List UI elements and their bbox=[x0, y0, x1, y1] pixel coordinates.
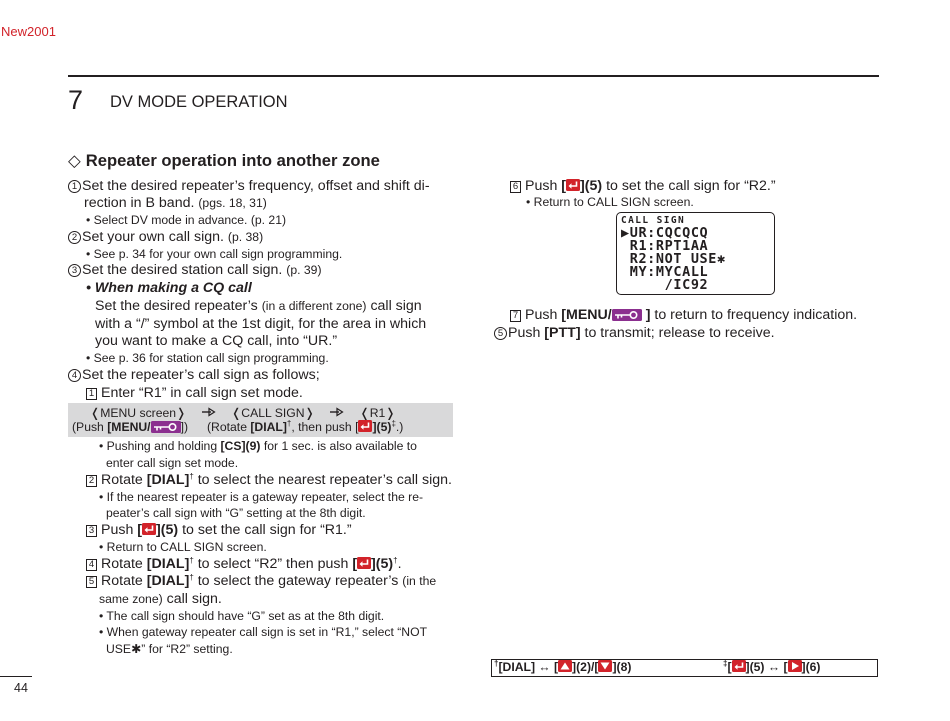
substep-6-note: • Return to CALL SIGN screen. bbox=[526, 195, 694, 209]
enter-key-icon bbox=[357, 557, 371, 569]
text: [DIAL] bbox=[146, 472, 190, 488]
asterisk-icon: ✱ bbox=[131, 642, 142, 656]
text: (5) bbox=[160, 522, 179, 538]
text: ](6) bbox=[801, 660, 821, 674]
chapter-number: 7 bbox=[68, 85, 84, 115]
step-mark: 5 bbox=[494, 327, 507, 340]
substep-2-note-1: • If the nearest repeater is a gateway repeater, select the re- bbox=[99, 490, 424, 504]
substep-mark: 5 bbox=[86, 576, 97, 588]
step-2 bbox=[68, 229, 263, 246]
text: (5) bbox=[584, 178, 603, 194]
step-mark: 3 bbox=[68, 264, 81, 277]
text: to select the gateway repeater’s bbox=[197, 573, 399, 589]
step-1 bbox=[68, 178, 430, 195]
text: [ bbox=[137, 522, 143, 538]
step-4 bbox=[68, 367, 320, 384]
substep-3-note: • Return to CALL SIGN screen. bbox=[99, 540, 267, 554]
page-number: 44 bbox=[14, 681, 28, 695]
page-ref: (p. 39) bbox=[286, 263, 322, 277]
substep-mark: 3 bbox=[86, 525, 97, 537]
substep-1 bbox=[86, 385, 303, 402]
step-text: Set the repeater’s call sign as follows; bbox=[82, 367, 320, 383]
down-key-icon bbox=[598, 660, 612, 672]
double-arrow-icon: ↔ bbox=[538, 660, 551, 674]
text: [DIAL] bbox=[146, 573, 190, 589]
cq-call-line-1 bbox=[95, 298, 422, 315]
text: , then push [ bbox=[291, 420, 359, 434]
text: (in the bbox=[402, 574, 437, 588]
section-title bbox=[68, 151, 380, 171]
text: to select “R2” then push bbox=[197, 556, 349, 572]
substep-text: Enter “R1” in call sign set mode. bbox=[101, 385, 303, 401]
text: call sign bbox=[370, 298, 422, 314]
step-text: Set the desired station call sign. bbox=[82, 262, 283, 278]
text: [MENU/ bbox=[561, 307, 612, 323]
menu-push-instruction bbox=[72, 420, 188, 435]
lcd-header: CALL SIGN bbox=[621, 215, 686, 226]
step-5 bbox=[494, 325, 775, 342]
text: • Pushing and holding bbox=[99, 439, 218, 453]
text: ](5) bbox=[372, 420, 392, 434]
menu-rotate-instruction bbox=[207, 420, 403, 435]
substep-mark: 1 bbox=[86, 388, 97, 400]
text: [ bbox=[561, 178, 567, 194]
substep-mark: 7 bbox=[510, 310, 521, 322]
substep-5 bbox=[86, 573, 436, 590]
text: Push bbox=[101, 522, 134, 538]
up-key-icon bbox=[558, 660, 572, 672]
menu-path bbox=[90, 406, 396, 421]
text: ] bbox=[645, 307, 651, 323]
text: ](2)/[ bbox=[572, 660, 599, 674]
step-1-cont bbox=[84, 195, 267, 212]
text: Rotate bbox=[101, 573, 143, 589]
text: [MENU/ bbox=[107, 420, 151, 434]
text: (in a different zone) bbox=[261, 299, 367, 313]
text: Rotate bbox=[101, 556, 143, 572]
menu-path-item: ❬R1❭ bbox=[359, 406, 396, 420]
enter-key-icon bbox=[732, 660, 746, 672]
text: Push bbox=[525, 178, 558, 194]
dagger-mark: † bbox=[189, 556, 194, 565]
text: ](8) bbox=[612, 660, 632, 674]
section-title-text: Repeater operation into another zone bbox=[85, 151, 380, 170]
lcd-row-r1: R1:RPT1AA bbox=[621, 238, 709, 254]
substep-2 bbox=[86, 472, 452, 489]
step-1-note: • Select DV mode in advance. (p. 21) bbox=[86, 213, 287, 227]
key-icon bbox=[151, 421, 181, 433]
step-mark: 4 bbox=[68, 369, 81, 382]
lcd-row-suffix: /IC92 bbox=[621, 277, 709, 293]
text: to set the call sign for “R2.” bbox=[606, 178, 776, 194]
ddagger-mark: ‡ bbox=[391, 419, 396, 428]
substep-2-note-2: peater’s call sign with “G” setting at the 8th digit. bbox=[106, 506, 366, 520]
text: ](5) bbox=[745, 660, 765, 674]
right-key-icon bbox=[788, 660, 802, 672]
dagger-mark: † bbox=[393, 556, 398, 565]
text: [CS](9) bbox=[220, 439, 261, 453]
lcd-row-my: MY:MYCALL bbox=[621, 264, 709, 280]
text: for 1 sec. is also available to bbox=[263, 439, 417, 453]
call-sign-lcd-display bbox=[616, 212, 775, 295]
substep-6 bbox=[510, 178, 776, 195]
text: to return to frequency indication. bbox=[654, 307, 858, 323]
hold-note-cont: enter call sign set mode. bbox=[106, 456, 239, 470]
cq-call-line-2: with a “/” symbol at the 1st digit, for the area in which bbox=[95, 316, 427, 332]
enter-key-icon bbox=[142, 523, 156, 535]
menu-path-item: ❬CALL SIGN❭ bbox=[231, 406, 315, 420]
text: [DIAL] bbox=[250, 420, 287, 434]
text: ” for “R2” setting. bbox=[141, 642, 233, 656]
ddagger-mark: ‡ bbox=[723, 659, 728, 668]
text: Push bbox=[525, 307, 558, 323]
substep-mark: 6 bbox=[510, 181, 521, 193]
watermark: New2001 bbox=[1, 24, 56, 39]
substep-5-note-1: • The call sign should have “G” set as at the 8th digit. bbox=[99, 609, 385, 623]
enter-key-icon bbox=[358, 420, 372, 432]
step-2-note: • See p. 34 for your own call sign programming. bbox=[86, 247, 343, 261]
menu-path-item: ❬MENU screen❭ bbox=[90, 406, 187, 420]
step-3 bbox=[68, 262, 322, 279]
text: (5) bbox=[375, 556, 394, 572]
text: MENU/ bbox=[111, 420, 151, 434]
enter-key-icon bbox=[566, 179, 580, 191]
substep-mark: 4 bbox=[86, 559, 97, 571]
page-ref: (p. 38) bbox=[227, 230, 264, 244]
footnote-dial: †[DIAL] ↔ [ ](2)/[ ](8) bbox=[494, 659, 632, 674]
step-text: Set the desired repeater’s frequency, offset and shift di- bbox=[82, 178, 430, 194]
double-arrow-icon: ↔ bbox=[767, 660, 781, 674]
substep-7 bbox=[510, 307, 857, 324]
text: USE bbox=[106, 642, 132, 656]
text: .) bbox=[395, 420, 404, 434]
dagger-mark: † bbox=[494, 659, 499, 668]
substep-4: 4 Rotate [DIAL]† to select “R2” then push [ ](5)†. bbox=[86, 556, 402, 573]
text: same zone) bbox=[99, 592, 163, 606]
text: ] bbox=[580, 178, 585, 194]
page-number-rule bbox=[0, 676, 32, 677]
text: Rotate bbox=[101, 472, 143, 488]
lcd-row-ur: ▶UR:CQCQCQ bbox=[621, 225, 709, 241]
chapter-title: DV MODE OPERATION bbox=[110, 93, 288, 111]
text: ]) bbox=[180, 420, 189, 434]
text: to select the nearest repeater’s call sign. bbox=[197, 472, 452, 488]
page-ref: (pgs. 18, 31) bbox=[198, 196, 267, 210]
dagger-mark: † bbox=[189, 472, 194, 481]
substep-mark: 2 bbox=[86, 475, 97, 487]
key-icon bbox=[612, 309, 642, 321]
step-mark: 2 bbox=[68, 231, 81, 244]
header-rule bbox=[68, 75, 879, 77]
text: (Push bbox=[72, 420, 108, 434]
cq-call-line-3: you want to make a CQ call, into “UR.” bbox=[95, 333, 338, 349]
text: ] bbox=[156, 522, 161, 538]
text: ] bbox=[371, 556, 376, 572]
footnote-enter: ‡[ ](5) ↔ [ ](6) bbox=[723, 659, 821, 674]
text: (Rotate bbox=[207, 420, 251, 434]
substep-5-note-3 bbox=[106, 642, 233, 657]
substep-5-note-2: • When gateway repeater call sign is set in “R1,” select “NOT bbox=[99, 625, 428, 639]
text: to transmit; release to receive. bbox=[584, 325, 775, 341]
text: [PTT] bbox=[544, 325, 581, 341]
step-text: rection in B band. bbox=[84, 195, 195, 211]
text: to set the call sign for “R1.” bbox=[182, 522, 352, 538]
text: [DIAL] bbox=[146, 556, 190, 572]
arrow-right-icon bbox=[329, 407, 345, 417]
text: [DIAL] bbox=[498, 660, 536, 674]
arrow-right-icon bbox=[201, 407, 217, 417]
substep-5-cont bbox=[99, 591, 222, 608]
step-3-note: • See p. 36 for station call sign programming. bbox=[86, 351, 329, 365]
text: call sign. bbox=[166, 591, 222, 607]
text: [ bbox=[352, 556, 358, 572]
substep-3 bbox=[86, 522, 352, 539]
dagger-mark: † bbox=[189, 573, 194, 582]
step-text: Set your own call sign. bbox=[82, 229, 224, 245]
lcd-row-r2: R2:NOT USE✱ bbox=[621, 251, 726, 267]
hold-note bbox=[99, 439, 417, 454]
text: Set the desired repeater’s bbox=[95, 298, 258, 314]
text: Push bbox=[508, 325, 541, 341]
diamond-icon: ◇ bbox=[68, 151, 81, 170]
dagger-mark: † bbox=[286, 419, 292, 428]
cq-call-heading: • When making a CQ call bbox=[86, 280, 252, 296]
step-mark: 1 bbox=[68, 180, 81, 193]
